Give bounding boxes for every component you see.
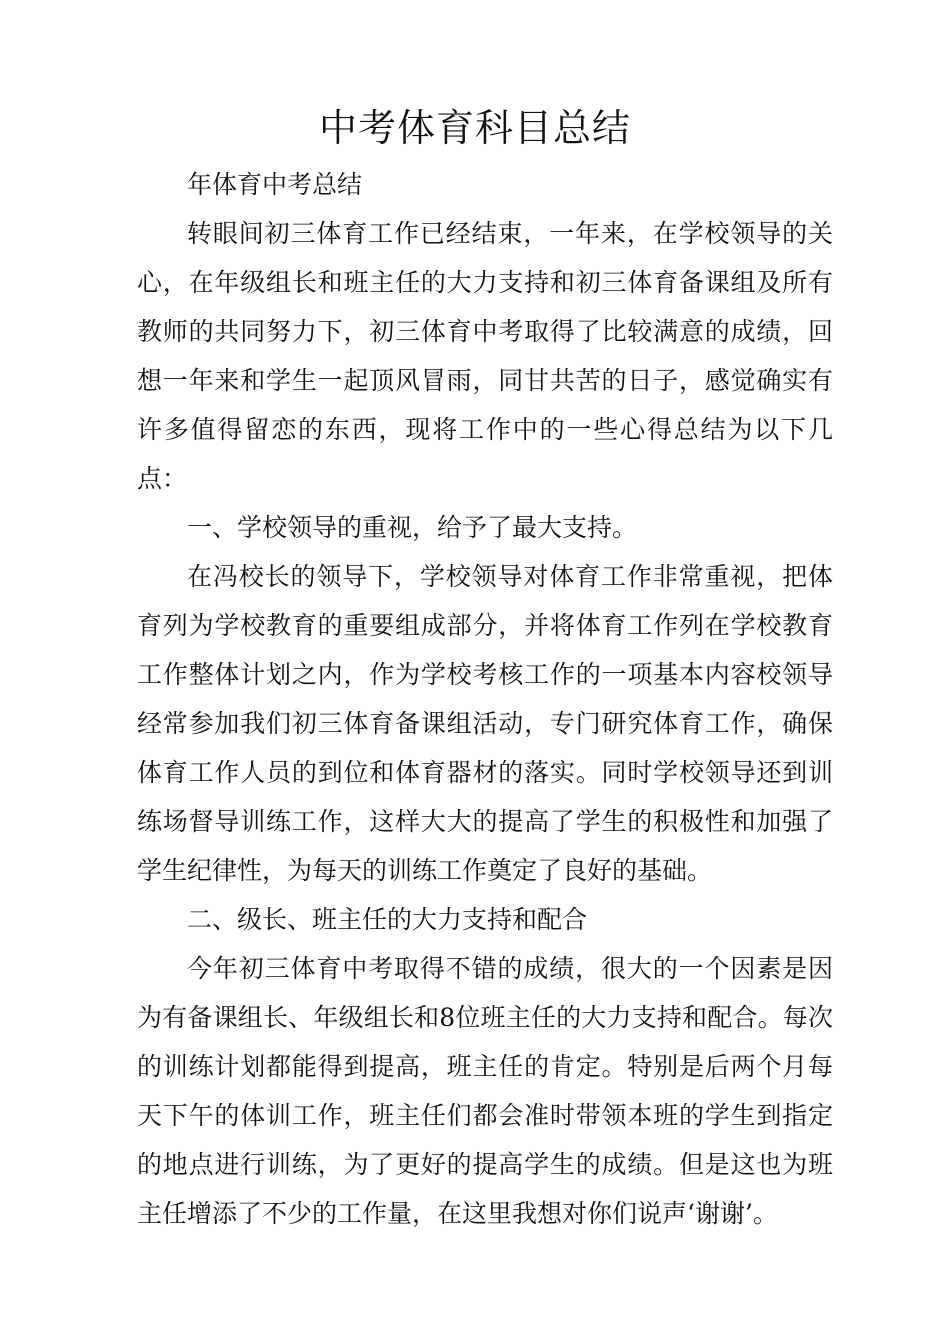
paragraph-subtitle: 年体育中考总结: [187, 170, 363, 199]
paragraph-intro: 转眼间初三体育工作已经结束，一年来，在学校领导的关心，在年级组长和班主任的大力支持和初三体育备课组及所有教师的共同努力下，初三体育中考取得了比较满意的成绩，回想一年来和学生一起顶风冒雨，同甘共苦的日子，感觉确实有许多值得留恋的东西，现将工作中的一些心得总结为以下几点：: [137, 219, 833, 493]
paragraph-section-1: 在冯校长的领导下，学校领导对体育工作非常重视，把体育列为学校教育的重要组成部分，并将体育工作列在学校教育工作整体计划之内，作为学校考核工作的一项基本内容校领导经常参加我们初三体育备课组活动，专门研究体育工作，确保体育工作人员的到位和体育器材的落实。同时学校领导还到训练场督导训练工作，这样大大的提高了学生的积极性和加强了学生纪律性，为每天的训练工作奠定了良好的基础。: [137, 562, 833, 885]
section-heading-2: 二、级长、班主任的大力支持和配合: [187, 905, 588, 934]
document-body: [137, 160, 833, 1238]
section-heading-1: 一、学校领导的重视，给予了最大支持。: [187, 513, 638, 542]
paragraph-section-2: 今年初三体育中考取得不错的成绩，很大的一个因素是因为有备课组长、年级组长和8位班主任的大力支持和配合。每次的训练计划都能得到提高，班主任的肯定。特别是后两个月每天下午的体训工作，班主任们都会准时带领本班的学生到指定的地点进行训练，为了更好的提高学生的成绩。但是这也为班主任增添了不少的工作量，在这里我想对你们说声‘谢谢’。: [137, 954, 833, 1228]
document-title: 中考体育科目总结: [318, 106, 631, 150]
